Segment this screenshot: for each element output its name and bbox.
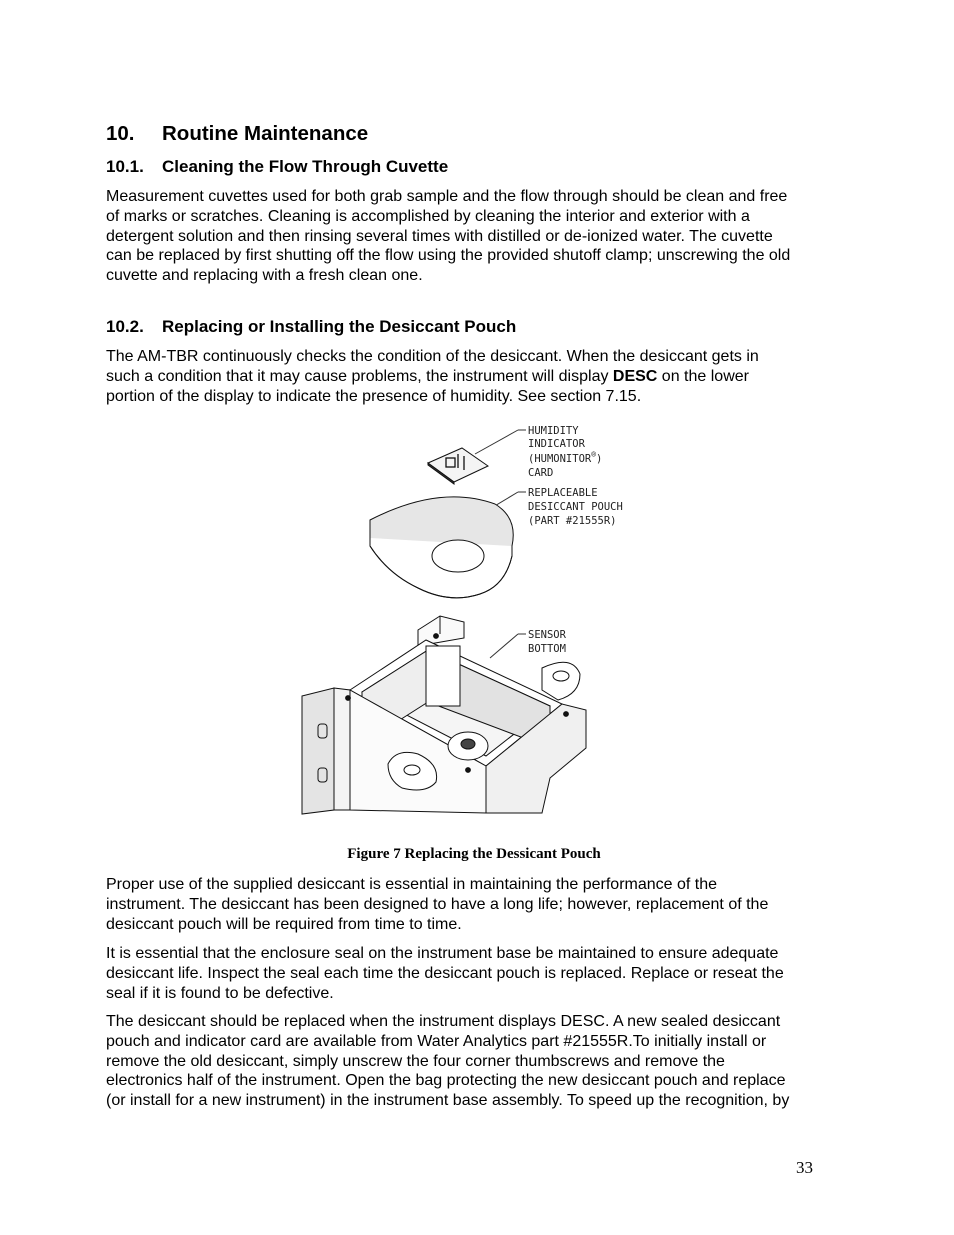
section-heading <box>106 122 368 146</box>
figure-label: SENSOR <box>528 629 566 641</box>
text-line: It is essential that the enclosure seal on the instrument base be maintained to ensure adequate <box>106 945 779 962</box>
section-number: 10. <box>106 122 135 145</box>
text-line: electronics half of the instrument. Open the bag protecting the new desiccant pouch and replace <box>106 1072 786 1090</box>
figure-label: INDICATOR <box>528 438 585 450</box>
figure-label <box>528 450 602 465</box>
figure-label-part: (HUMONITOR <box>528 453 592 465</box>
text-line: desiccant life. Inspect the seal each time the desiccant pouch is replaced. Replace or reseat the <box>106 964 784 982</box>
desiccant-usage-paragraph <box>106 875 846 934</box>
replacement-procedure-paragraph <box>106 1012 846 1111</box>
figure-label: HUMIDITY <box>528 425 579 437</box>
subsection-title: Replacing or Installing the Desiccant Pouch <box>162 317 517 336</box>
text-line: (or install for a new instrument) in the instrument base assembly. To speed up the recognition, by <box>106 1092 790 1110</box>
figure-label: (PART #21555R) <box>528 515 617 527</box>
text-line: remove the old desiccant, simply unscrew the four corner thumbscrews and remove the <box>106 1052 725 1070</box>
cleaning-paragraph <box>106 187 846 286</box>
text-line: of marks or scratches. Cleaning is accomplished by cleaning the interior and exterior with a <box>106 207 750 225</box>
text-line: can be replaced by first shutting off the flow using the provided shutoff clamp; unscrewing the old <box>106 247 791 265</box>
text-run: such a condition that it may cause problems, the instrument will display <box>106 367 613 385</box>
text-line: The AM-TBR continuously checks the condition of the desiccant. When the desiccant gets in <box>106 348 759 365</box>
text-run: on the lower <box>657 367 749 385</box>
figure-caption: Figure 7 Replacing the Dessicant Pouch <box>347 846 601 862</box>
subsection-number: 10.1. <box>106 157 144 176</box>
subsection-heading-desiccant <box>106 317 516 337</box>
desc-keyword: DESC <box>612 367 658 385</box>
figure-label: REPLACEABLE <box>528 487 598 499</box>
page-number: 33 <box>796 1158 813 1177</box>
figure-label: CARD <box>528 467 554 479</box>
subsection-heading-cleaning <box>106 157 448 177</box>
figure-label: BOTTOM <box>528 643 566 655</box>
subsection-title: Cleaning the Flow Through Cuvette <box>162 157 449 176</box>
registered-mark: ® <box>591 450 597 459</box>
desiccant-intro-paragraph <box>106 347 846 406</box>
text-line: detergent solution and then rinsing several times with distilled or de-ionized water. The cuvette <box>106 227 773 245</box>
desiccant-pouch <box>370 497 513 598</box>
text-line: Proper use of the supplied desiccant is essential in maintaining the performance of the <box>106 876 718 893</box>
exploded-assembly-drawing <box>290 418 670 823</box>
text-line: portion of the display to indicate the presence of humidity. See section 7.15. <box>106 387 642 405</box>
text-line: The desiccant should be replaced when the instrument displays DESC. A new sealed desiccant <box>106 1013 781 1030</box>
figure-label-part: ) <box>596 453 603 465</box>
text-line: seal if it is found to be defective. <box>106 984 334 1002</box>
text-line: pouch and indicator card are available from Water Analytics part #21555R.To initially install or <box>106 1032 767 1050</box>
figure-label: DESICCANT POUCH <box>528 501 623 513</box>
text-line: desiccant pouch will be required from time to time. <box>106 915 462 933</box>
text-line: instrument. The desiccant has been designed to have a long life; however, replacement of the <box>106 895 769 913</box>
section-title: Routine Maintenance <box>162 122 369 145</box>
enclosure-seal-paragraph <box>106 944 846 1003</box>
desiccant-pouch-figure <box>290 418 670 823</box>
subsection-number: 10.2. <box>106 317 144 336</box>
humidity-indicator-card <box>428 448 488 484</box>
text-line: cuvette and replacing with a fresh clean one. <box>106 267 423 285</box>
text-line: Measurement cuvettes used for both grab sample and the flow through should be clean and free <box>106 188 788 205</box>
text-line <box>106 367 846 387</box>
